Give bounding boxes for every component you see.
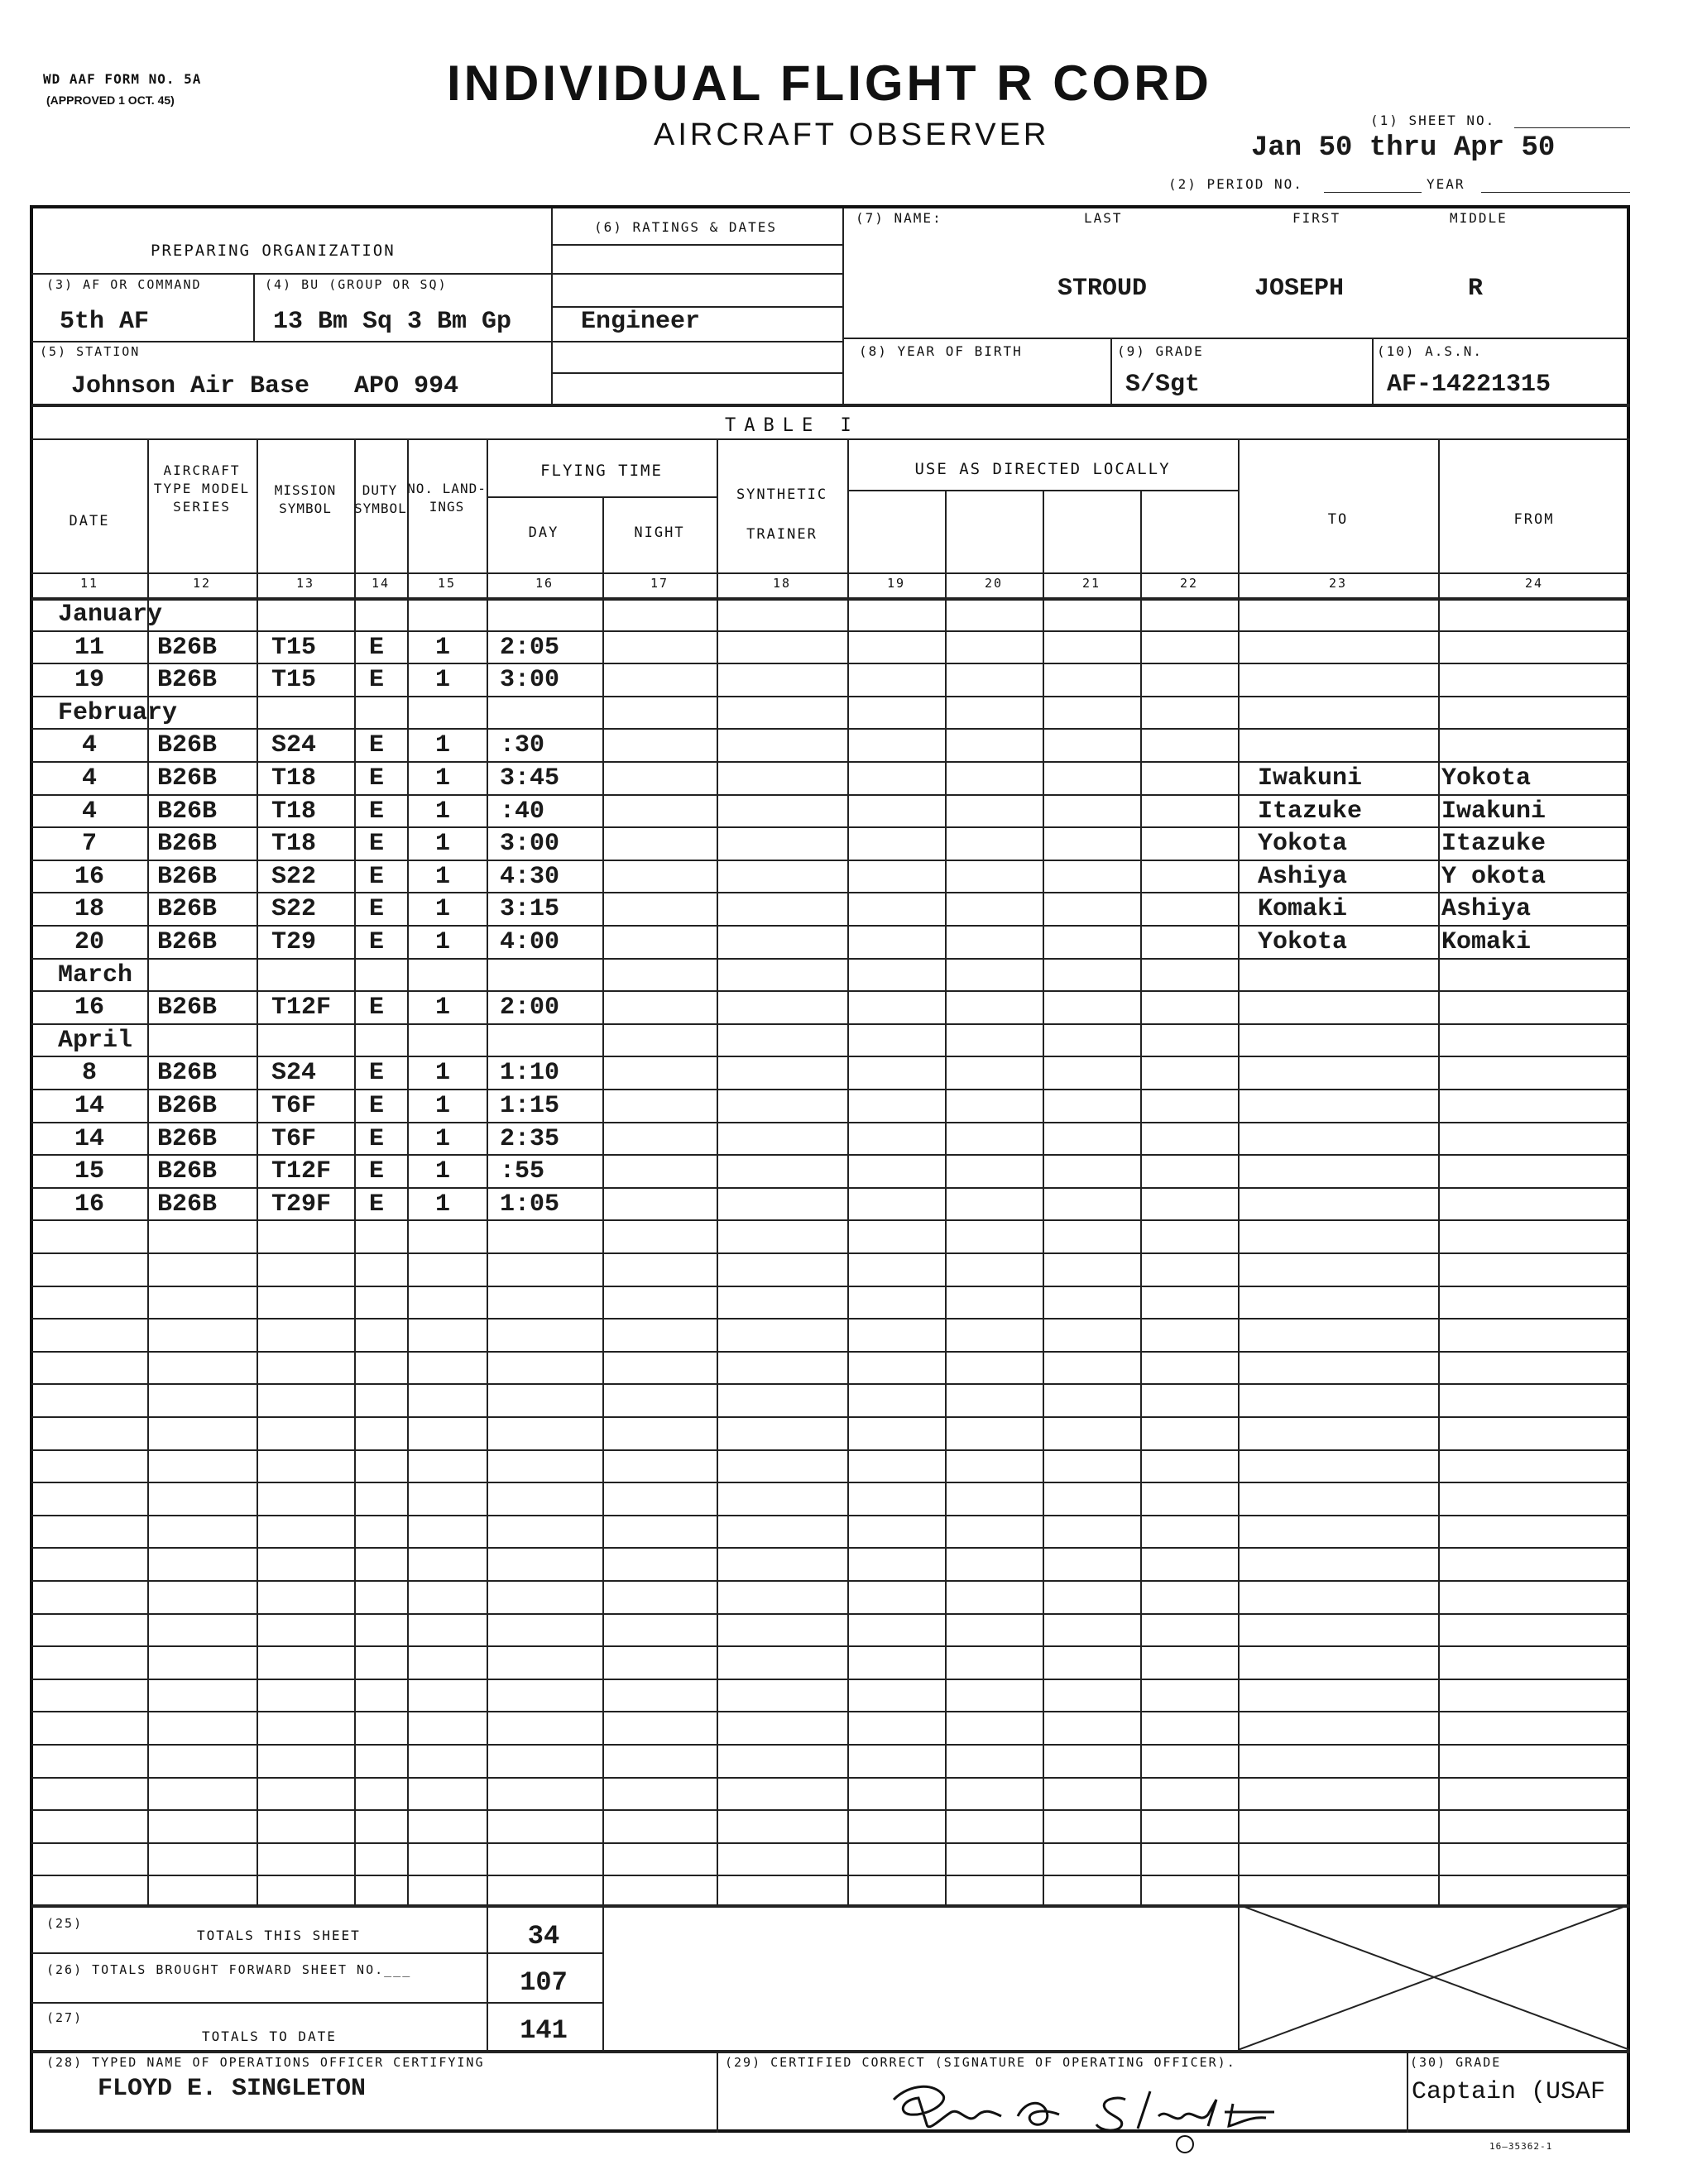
day-time-cell: 3:15 xyxy=(500,895,560,924)
column-number: 20 xyxy=(984,576,1004,591)
duty-cell: E xyxy=(369,1092,385,1120)
day-time-cell: 2:00 xyxy=(500,994,560,1023)
date-cell: 20 xyxy=(74,928,104,956)
landings-cell: 1 xyxy=(435,830,451,859)
col-date: DATE xyxy=(69,513,110,529)
totals-sheet-label: TOTALS THIS SHEET xyxy=(197,1928,361,1943)
from-cell: Iwakuni xyxy=(1441,797,1547,826)
column-number: 17 xyxy=(650,576,669,591)
af-label: (3) AF OR COMMAND xyxy=(46,277,202,292)
to-cell: Iwakuni xyxy=(1258,764,1363,793)
officer-signature xyxy=(877,2067,1307,2158)
form-code: 16—35362-1 xyxy=(1489,2141,1553,2152)
bu-value: 13 Bm Sq 3 Bm Gp xyxy=(273,308,512,336)
col-day: DAY xyxy=(528,524,559,541)
ratings-value: Engineer xyxy=(581,308,701,336)
column-number: 22 xyxy=(1179,576,1199,591)
from-cell: Itazuke xyxy=(1441,830,1547,859)
mission-cell: S22 xyxy=(271,862,317,891)
date-cell: 16 xyxy=(74,862,104,891)
form-number: WD AAF FORM NO. 5A xyxy=(43,71,202,87)
col-duty: DUTY SYMBOL xyxy=(354,482,407,516)
date-cell: 4 xyxy=(81,797,97,826)
day-time-cell: 1:05 xyxy=(500,1190,560,1219)
date-cell: 11 xyxy=(74,633,104,662)
aircraft-cell: B26B xyxy=(157,1190,218,1219)
day-time-cell: 2:05 xyxy=(500,633,560,662)
column-number: 16 xyxy=(535,576,554,591)
af-value: 5th AF xyxy=(60,308,150,336)
from-cell: Ashiya xyxy=(1441,895,1532,924)
landings-cell: 1 xyxy=(435,994,451,1023)
landings-cell: 1 xyxy=(435,666,451,695)
officer-label: (28) TYPED NAME OF OPERATIONS OFFICER CERTIFYING xyxy=(46,2055,485,2070)
day-time-cell: 1:10 xyxy=(500,1059,560,1088)
to-cell: Ashiya xyxy=(1258,862,1348,891)
date-cell: 8 xyxy=(81,1059,97,1088)
period-value: Jan 50 thru Apr 50 xyxy=(1251,132,1556,164)
mission-cell: T18 xyxy=(271,764,317,793)
date-cell: 18 xyxy=(74,895,104,924)
date-cell: 15 xyxy=(74,1157,104,1186)
day-time-cell: :55 xyxy=(500,1157,545,1186)
column-number: 21 xyxy=(1081,576,1101,591)
month-label: February xyxy=(58,698,178,727)
asn-value: AF-14221315 xyxy=(1387,371,1551,399)
mission-cell: T6F xyxy=(271,1124,317,1153)
year-label: YEAR xyxy=(1427,176,1465,192)
duty-cell: E xyxy=(369,1190,385,1219)
day-time-cell: 2:35 xyxy=(500,1124,560,1153)
aircraft-cell: B26B xyxy=(157,1092,218,1120)
period-label: (2) PERIOD NO. xyxy=(1168,176,1303,192)
landings-cell: 1 xyxy=(435,1157,451,1186)
col-mission: MISSION SYMBOL xyxy=(274,482,337,516)
to-cell: Yokota xyxy=(1258,928,1348,956)
day-time-cell: 3:00 xyxy=(500,666,560,695)
duty-cell: E xyxy=(369,895,385,924)
day-time-cell: 1:15 xyxy=(500,1092,560,1120)
duty-cell: E xyxy=(369,862,385,891)
to-cell: Yokota xyxy=(1258,830,1348,859)
landings-cell: 1 xyxy=(435,862,451,891)
name-label: (7) NAME: xyxy=(856,210,942,226)
to-cell: Komaki xyxy=(1258,895,1348,924)
totals-sheet-number: (25) xyxy=(46,1916,84,1931)
duty-cell: E xyxy=(369,1059,385,1088)
aircraft-cell: B26B xyxy=(157,895,218,924)
totals-forward-label: (26) TOTALS BROUGHT FORWARD SHEET NO.___ xyxy=(46,1962,412,1977)
mission-cell: S24 xyxy=(271,731,317,760)
month-label: March xyxy=(58,960,133,989)
duty-cell: E xyxy=(369,764,385,793)
aircraft-cell: B26B xyxy=(157,1059,218,1088)
column-number: 19 xyxy=(886,576,906,591)
column-number: 13 xyxy=(295,576,315,591)
column-number: 18 xyxy=(772,576,792,591)
grade-label: (9) GRADE xyxy=(1117,343,1204,359)
aircraft-cell: B26B xyxy=(157,994,218,1023)
mission-cell: T12F xyxy=(271,994,332,1023)
table-title: TABLE I xyxy=(725,415,860,436)
mission-cell: T18 xyxy=(271,830,317,859)
aircraft-cell: B26B xyxy=(157,731,218,760)
date-cell: 16 xyxy=(74,994,104,1023)
form-title: INDIVIDUAL FLIGHT R CORD xyxy=(447,55,1212,111)
column-number: 23 xyxy=(1328,576,1348,591)
month-label: January xyxy=(58,601,163,629)
from-cell: Y okota xyxy=(1441,862,1547,891)
grade-value: S/Sgt xyxy=(1125,371,1201,399)
date-cell: 14 xyxy=(74,1124,104,1153)
form-subtitle: AIRCRAFT OBSERVER xyxy=(654,117,1050,152)
grade-footer-value: Captain (USAF xyxy=(1412,2078,1606,2106)
column-number: 24 xyxy=(1524,576,1544,591)
sheet-no-label: (1) SHEET NO. xyxy=(1370,113,1496,128)
aircraft-cell: B26B xyxy=(157,797,218,826)
col-from: FROM xyxy=(1513,511,1555,528)
date-cell: 16 xyxy=(74,1190,104,1219)
landings-cell: 1 xyxy=(435,1190,451,1219)
col-aircraft: AIRCRAFT TYPE MODEL SERIES xyxy=(153,462,251,515)
mission-cell: T18 xyxy=(271,797,317,826)
date-cell: 19 xyxy=(74,666,104,695)
to-cell: Itazuke xyxy=(1258,797,1363,826)
ratings-label: (6) RATINGS & DATES xyxy=(594,219,778,235)
col-local: USE AS DIRECTED LOCALLY xyxy=(914,460,1171,478)
column-number: 11 xyxy=(79,576,99,591)
column-number: 15 xyxy=(437,576,457,591)
totals-date-value: 141 xyxy=(520,2015,568,2046)
duty-cell: E xyxy=(369,797,385,826)
void-box-cross xyxy=(1238,1904,1630,2050)
station-value: Johnson Air Base APO 994 xyxy=(71,372,459,400)
day-time-cell: 3:45 xyxy=(500,764,560,793)
first-name: JOSEPH xyxy=(1254,275,1345,303)
day-time-cell: 4:00 xyxy=(500,928,560,956)
duty-cell: E xyxy=(369,1124,385,1153)
date-cell: 4 xyxy=(81,764,97,793)
mission-cell: T12F xyxy=(271,1157,332,1186)
mission-cell: T6F xyxy=(271,1092,317,1120)
landings-cell: 1 xyxy=(435,1124,451,1153)
aircraft-cell: B26B xyxy=(157,928,218,956)
landings-cell: 1 xyxy=(435,764,451,793)
col-landings: NO. LAND- INGS xyxy=(407,481,487,515)
col-night: NIGHT xyxy=(634,524,685,541)
bu-label: (4) BU (GROUP OR SQ) xyxy=(265,277,448,292)
mission-cell: S24 xyxy=(271,1059,317,1088)
totals-date-label: TOTALS TO DATE xyxy=(202,2028,337,2044)
column-number: 12 xyxy=(192,576,212,591)
aircraft-cell: B26B xyxy=(157,764,218,793)
mission-cell: T29 xyxy=(271,928,317,956)
date-cell: 4 xyxy=(81,731,97,760)
landings-cell: 1 xyxy=(435,1059,451,1088)
mission-cell: T29F xyxy=(271,1190,332,1219)
col-synthetic: SYNTHETIC TRAINER xyxy=(736,486,828,543)
mission-cell: T15 xyxy=(271,633,317,662)
aircraft-cell: B26B xyxy=(157,1124,218,1153)
form-approved: (APPROVED 1 OCT. 45) xyxy=(46,93,175,107)
date-cell: 7 xyxy=(81,830,97,859)
station-label: (5) STATION xyxy=(40,344,141,359)
day-time-cell: 3:00 xyxy=(500,830,560,859)
aircraft-cell: B26B xyxy=(157,830,218,859)
officer-name: FLOYD E. SINGLETON xyxy=(98,2075,367,2103)
day-time-cell: :30 xyxy=(500,731,545,760)
totals-sheet-value: 34 xyxy=(527,1921,560,1952)
last-name: STROUD xyxy=(1057,275,1148,303)
duty-cell: E xyxy=(369,994,385,1023)
totals-forward-value: 107 xyxy=(520,1967,568,1998)
landings-cell: 1 xyxy=(435,797,451,826)
last-label: LAST xyxy=(1084,210,1123,226)
certified-label: (29) CERTIFIED CORRECT (SIGNATURE OF OPERATING OFFICER). xyxy=(725,2055,1236,2070)
duty-cell: E xyxy=(369,830,385,859)
landings-cell: 1 xyxy=(435,731,451,760)
column-number: 14 xyxy=(371,576,391,591)
col-flying-time: FLYING TIME xyxy=(540,462,663,480)
duty-cell: E xyxy=(369,731,385,760)
middle-label: MIDDLE xyxy=(1450,210,1508,226)
aircraft-cell: B26B xyxy=(157,666,218,695)
landings-cell: 1 xyxy=(435,633,451,662)
duty-cell: E xyxy=(369,666,385,695)
from-cell: Yokota xyxy=(1441,764,1532,793)
grade-footer-label: (30) GRADE xyxy=(1410,2055,1502,2070)
landings-cell: 1 xyxy=(435,895,451,924)
mission-cell: S22 xyxy=(271,895,317,924)
col-to: TO xyxy=(1327,511,1349,528)
date-cell: 14 xyxy=(74,1092,104,1120)
totals-date-number: (27) xyxy=(46,2010,84,2025)
landings-cell: 1 xyxy=(435,1092,451,1120)
month-label: April xyxy=(58,1026,133,1055)
duty-cell: E xyxy=(369,1157,385,1186)
day-time-cell: 4:30 xyxy=(500,862,560,891)
duty-cell: E xyxy=(369,633,385,662)
from-cell: Komaki xyxy=(1441,928,1532,956)
asn-label: (10) A.S.N. xyxy=(1377,343,1483,359)
middle-initial: R xyxy=(1468,275,1484,303)
yob-label: (8) YEAR OF BIRTH xyxy=(859,343,1023,359)
landings-cell: 1 xyxy=(435,928,451,956)
first-label: FIRST xyxy=(1292,210,1341,226)
mission-cell: T15 xyxy=(271,666,317,695)
preparing-org-label: PREPARING ORGANIZATION xyxy=(151,242,396,260)
aircraft-cell: B26B xyxy=(157,1157,218,1186)
day-time-cell: :40 xyxy=(500,797,545,826)
duty-cell: E xyxy=(369,928,385,956)
aircraft-cell: B26B xyxy=(157,633,218,662)
aircraft-cell: B26B xyxy=(157,862,218,891)
